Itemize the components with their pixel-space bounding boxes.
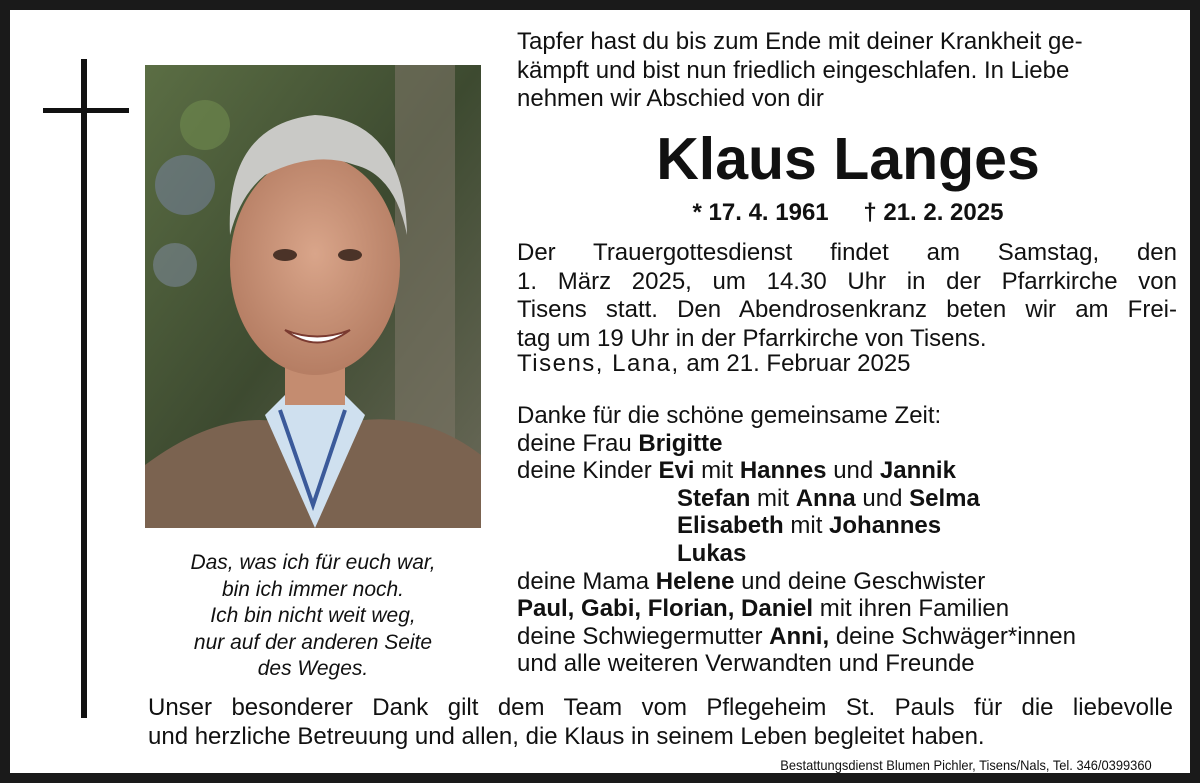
deceased-name: Klaus Langes xyxy=(656,126,1040,192)
mourner-name: Lukas xyxy=(677,539,747,567)
mourner-name: Evi xyxy=(658,457,695,485)
mourner-name: Hannes xyxy=(739,457,827,485)
relation-label: und deine Geschwister xyxy=(741,567,986,595)
cross-icon-horizontal xyxy=(43,108,129,113)
mourner-name: Stefan xyxy=(677,484,751,512)
mourners-list xyxy=(517,402,1076,678)
place-date xyxy=(517,350,911,378)
relation-label: deine Kinder xyxy=(517,457,652,485)
connector: und xyxy=(862,484,903,512)
quote-line: Das, was ich für euch war, xyxy=(190,551,436,574)
thanks-line: Unser besonderer Dank gilt dem Team vom Pflegeheim St. Pauls für die liebevolle xyxy=(148,694,1173,721)
mourner-child xyxy=(517,512,1076,540)
intro-line: nehmen wir Abschied von dir xyxy=(517,85,824,112)
mourner-name: Anna xyxy=(795,484,856,512)
mourner-name: Elisabeth xyxy=(677,512,784,540)
relation-label: deine Mama xyxy=(517,567,650,595)
birth-date: * 17. 4. 1961 xyxy=(692,199,829,226)
mourner-siblings xyxy=(517,595,1076,623)
mourner-wife xyxy=(517,430,1076,458)
connector: und xyxy=(833,457,874,485)
mourner-name: Paul, Gabi, Florian, Daniel xyxy=(517,595,814,623)
mourner-child xyxy=(517,457,1076,485)
service-line: 1. März 2025, um 14.30 Uhr in der Pfarrkirche von xyxy=(517,267,1177,295)
funeral-service-footer: Bestattungsdienst Blumen Pichler, Tisens/Nals, Tel. 346/0399360 xyxy=(780,757,1152,773)
thanks-text xyxy=(148,693,1173,751)
mourner-others: und alle weiteren Verwandten und Freunde xyxy=(517,650,975,678)
mourner-child xyxy=(517,485,1076,513)
quote-line: nur auf der anderen Seite xyxy=(193,630,433,654)
connector: mit xyxy=(701,457,734,485)
relation-label: deine Schwiegermutter xyxy=(517,622,763,650)
mourner-mother-in-law xyxy=(517,623,1076,651)
service-line: Der Trauergottesdienst findet am Samstag, den xyxy=(517,239,1177,266)
service-line: tag um 19 Uhr in der Pfarrkirche von Tisens. xyxy=(517,324,987,352)
place-towns: Tisens, Lana, xyxy=(517,350,680,377)
service-info xyxy=(517,239,1177,353)
mourner-name: Helene xyxy=(655,567,735,595)
relation-label: deine Frau xyxy=(517,429,632,457)
mourner-name: Selma xyxy=(909,484,980,512)
relation-label: deine Schwäger*innen xyxy=(835,622,1076,650)
quote-line: Ich bin nicht weit weg, xyxy=(210,604,416,627)
place-date-text: am 21. Februar 2025 xyxy=(686,350,911,377)
connector: mit xyxy=(757,484,790,512)
connector: mit xyxy=(790,512,823,540)
quote-line: des Weges. xyxy=(257,657,369,680)
mourner-child xyxy=(517,540,1076,568)
portrait-photo xyxy=(145,65,481,528)
cross-icon-vertical xyxy=(81,59,87,718)
quote-line: bin ich immer noch. xyxy=(221,577,405,601)
relation-label: mit ihren Familien xyxy=(819,595,1010,623)
mourners-heading: Danke für die schöne gemeinsame Zeit: xyxy=(517,402,942,429)
death-date: † 21. 2. 2025 xyxy=(863,199,1004,226)
mourner-name: Jannik xyxy=(879,457,956,485)
mourner-name: Johannes xyxy=(829,512,942,540)
mourner-name: Brigitte xyxy=(638,429,723,457)
intro-text xyxy=(517,28,1177,114)
mourner-mother xyxy=(517,568,1076,596)
quote-block xyxy=(150,550,476,683)
intro-line: Tapfer hast du bis zum Ende mit deiner Krankheit ge- xyxy=(517,28,1083,55)
mourner-name: Anni, xyxy=(769,622,830,650)
intro-line: kämpft und bist nun friedlich eingeschlafen. In Liebe xyxy=(517,56,1070,84)
service-line: Tisens statt. Den Abendrosenkranz beten wir am Frei- xyxy=(517,296,1177,323)
life-dates xyxy=(518,199,1178,227)
thanks-line: und herzliche Betreuung und allen, die Klaus in seinem Leben begleitet haben. xyxy=(148,723,985,750)
